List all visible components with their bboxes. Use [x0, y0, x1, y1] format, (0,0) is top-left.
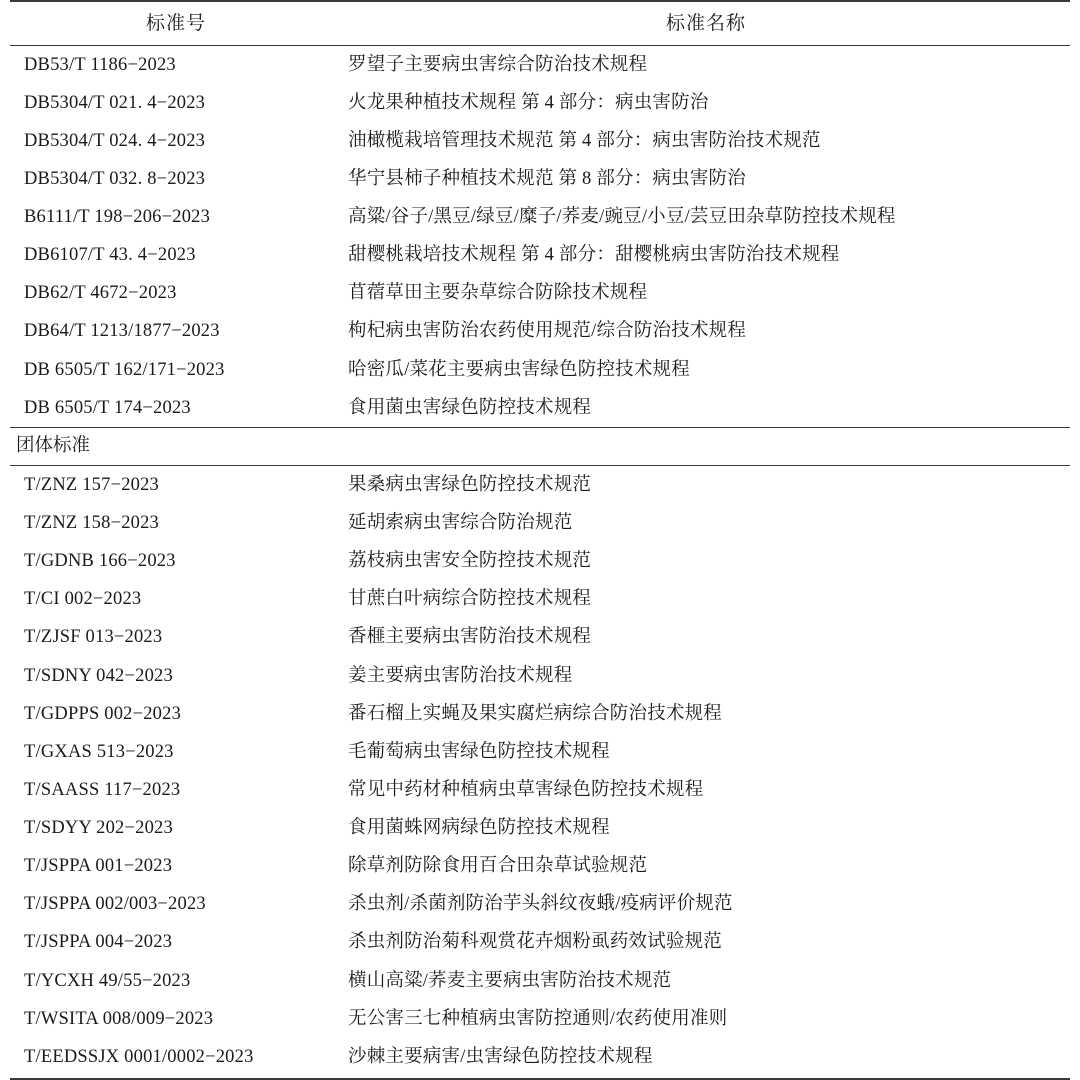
table-row [10, 581, 1070, 619]
cell-code: T/GDNB 166−2023 [24, 551, 176, 572]
table-header [10, 1, 1070, 46]
cell-name: 常见中药材种植病虫草害绿色防控技术规程 [348, 779, 704, 800]
cell-code: T/GDPPS 002−2023 [24, 703, 182, 724]
cell-name: 杀虫剂/杀菌剂防治芋头斜纹夜蛾/疫病评价规范 [348, 894, 733, 915]
cell-code: T/GXAS 513−2023 [24, 741, 174, 762]
cell-name: 枸杞病虫害防治农药使用规范/综合防治技术规程 [348, 321, 747, 342]
table-body [10, 46, 1070, 1079]
table-row [10, 1000, 1070, 1038]
section-label: 团体标准 [10, 428, 1070, 466]
table-row [10, 886, 1070, 924]
cell-code: DB62/T 4672−2023 [24, 283, 177, 304]
cell-name: 高粱/谷子/黑豆/绿豆/糜子/荞麦/豌豆/小豆/芸豆田杂草防控技术规程 [348, 207, 896, 227]
table-row [10, 46, 1070, 85]
cell-code: T/WSITA 008/009−2023 [24, 1008, 214, 1029]
cell-code: B6111/T 198−206−2023 [24, 207, 211, 227]
cell-name: 无公害三七种植病虫害防控通则/农药使用准则 [348, 1008, 728, 1029]
cell-code: DB 6505/T 162/171−2023 [24, 359, 225, 380]
cell-code: T/CI 002−2023 [24, 589, 142, 610]
cell-code: DB5304/T 021. 4−2023 [24, 92, 206, 113]
cell-code: DB5304/T 024. 4−2023 [24, 130, 206, 151]
cell-name: 姜主要病虫害防治技术规程 [348, 665, 573, 686]
cell-name: 食用菌蛛网病绿色防控技术规程 [348, 818, 610, 838]
cell-code: T/SDYY 202−2023 [24, 818, 173, 838]
table-row [10, 84, 1070, 122]
cell-code: T/ZJSF 013−2023 [24, 627, 163, 648]
table-row [10, 771, 1070, 809]
table-row [10, 619, 1070, 657]
table-row [10, 275, 1070, 313]
cell-code: T/YCXH 49/55−2023 [24, 970, 191, 991]
cell-code: DB 6505/T 174−2023 [24, 397, 191, 418]
column-header-code: 标准号 [10, 1, 342, 46]
table-row [10, 313, 1070, 351]
cell-name: 甘蔗白叶病综合防控技术规程 [348, 589, 592, 610]
column-header-name: 标准名称 [342, 1, 1070, 46]
table-row [10, 160, 1070, 198]
cell-code: T/JSPPA 001−2023 [24, 856, 173, 877]
cell-code: DB53/T 1186−2023 [24, 54, 176, 75]
table-row [10, 466, 1070, 505]
standards-table [10, 0, 1070, 1080]
table-row [10, 657, 1070, 695]
table-row [10, 733, 1070, 771]
cell-name: 油橄榄栽培管理技术规范 第 4 部分：病虫害防治技术规范 [348, 130, 821, 151]
cell-name: 罗望子主要病虫害综合防治技术规程 [348, 54, 648, 75]
table-row [10, 351, 1070, 389]
cell-name: 横山高粱/荞麦主要病虫害防治技术规范 [348, 970, 672, 991]
table-row [10, 199, 1070, 237]
cell-name: 沙棘主要病害/虫害绿色防控技术规程 [342, 1038, 1070, 1079]
table-row [10, 924, 1070, 962]
cell-code: T/ZNZ 158−2023 [24, 513, 160, 533]
cell-name: 荔枝病虫害安全防控技术规范 [348, 551, 592, 572]
cell-name: 甜樱桃栽培技术规程 第 4 部分：甜樱桃病虫害防治技术规程 [348, 245, 840, 266]
cell-name: 苜蓿草田主要杂草综合防除技术规程 [348, 283, 648, 304]
cell-name: 哈密瓜/菜花主要病虫害绿色防控技术规程 [348, 359, 690, 380]
cell-code: T/ZNZ 157−2023 [24, 474, 160, 495]
table-row [10, 389, 1070, 428]
cell-name: 香榧主要病虫害防治技术规程 [348, 627, 592, 648]
table-row [10, 543, 1070, 581]
cell-name: 果桑病虫害绿色防控技术规范 [348, 474, 592, 495]
table-row [10, 962, 1070, 1000]
cell-name: 食用菌虫害绿色防控技术规程 [348, 397, 592, 418]
cell-code: DB64/T 1213/1877−2023 [24, 321, 220, 342]
table-row [10, 122, 1070, 160]
cell-code: DB5304/T 032. 8−2023 [24, 168, 206, 189]
cell-code: T/SDNY 042−2023 [24, 665, 173, 686]
cell-code: T/SAASS 117−2023 [24, 779, 181, 800]
table-row [10, 695, 1070, 733]
table-row [10, 237, 1070, 275]
cell-name: 延胡索病虫害综合防治规范 [348, 513, 573, 533]
cell-name: 毛葡萄病虫害绿色防控技术规程 [348, 741, 610, 762]
cell-code: T/JSPPA 002/003−2023 [24, 894, 206, 915]
cell-name: 火龙果种植技术规程 第 4 部分：病虫害防治 [348, 92, 709, 113]
table-row [10, 1038, 1070, 1079]
cell-name: 除草剂防除食用百合田杂草试验规范 [348, 856, 648, 877]
header-row [10, 1, 1070, 46]
section-heading-row [10, 428, 1070, 466]
table-row [10, 810, 1070, 848]
table-row [10, 505, 1070, 543]
cell-code: T/JSPPA 004−2023 [24, 932, 173, 953]
cell-code: T/EEDSSJX 0001/0002−2023 [10, 1038, 342, 1079]
cell-name: 华宁县柿子种植技术规范 第 8 部分：病虫害防治 [348, 168, 746, 189]
table-row [10, 848, 1070, 886]
cell-name: 杀虫剂防治菊科观赏花卉烟粉虱药效试验规范 [348, 932, 723, 953]
cell-name: 番石榴上实蝇及果实腐烂病综合防治技术规程 [348, 703, 723, 724]
cell-code: DB6107/T 43. 4−2023 [24, 245, 196, 266]
